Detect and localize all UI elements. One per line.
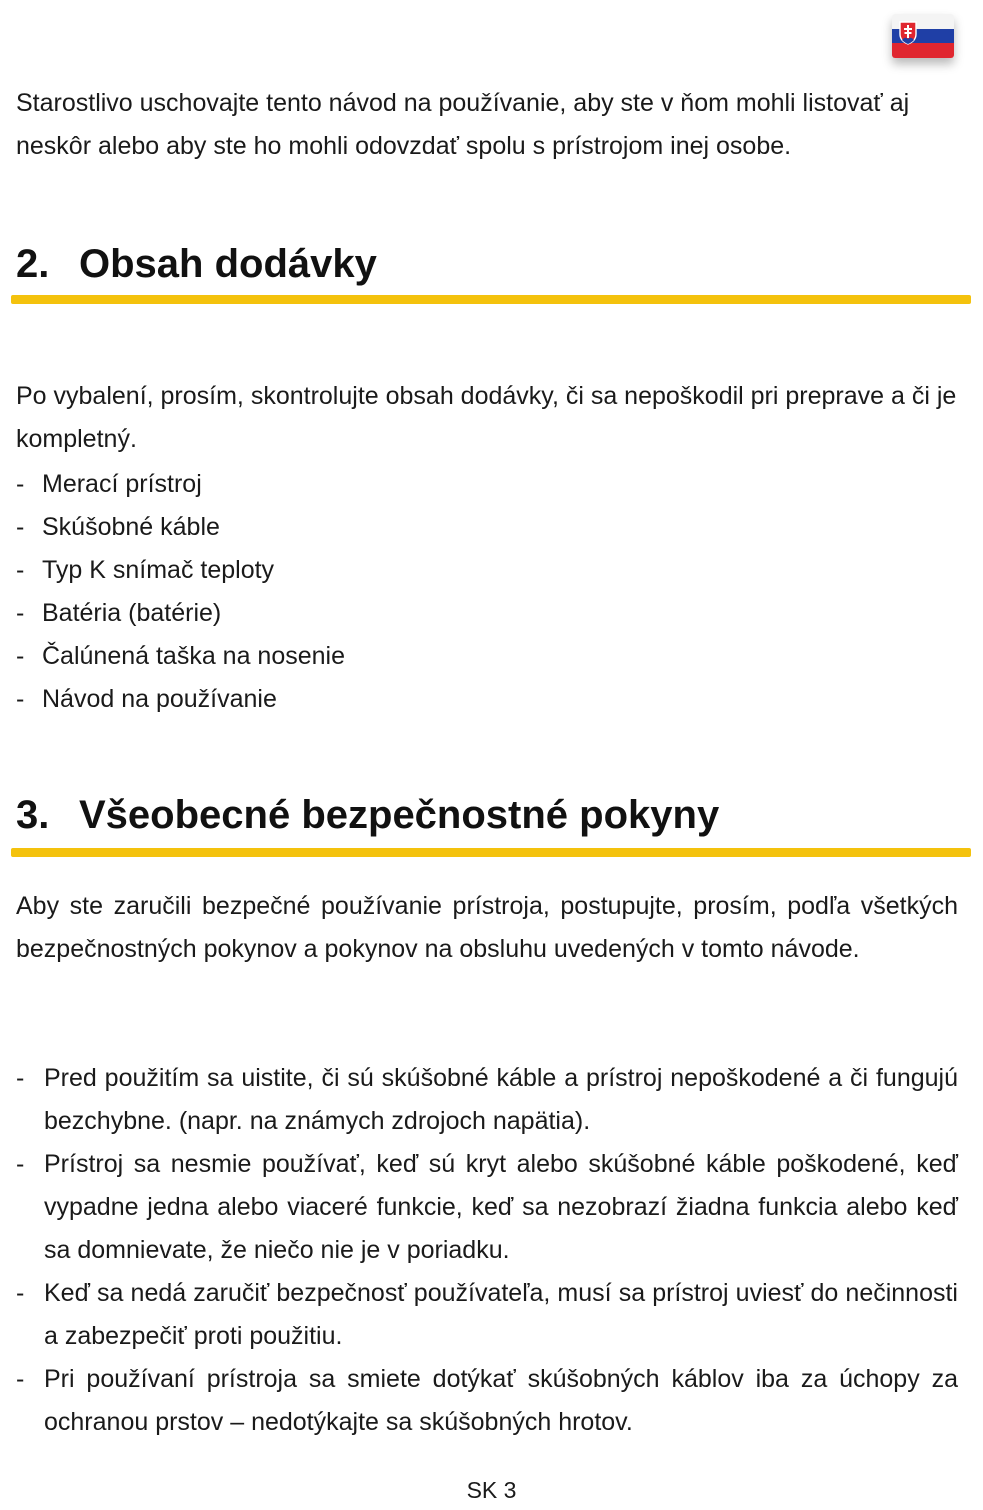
list-item: - Čalúnená taška na nosenie <box>16 642 346 670</box>
list-item: - Merací prístroj <box>16 470 202 498</box>
list-item: - Typ K snímač teploty <box>16 556 275 584</box>
section-3-title: Všeobecné bezpečnostné pokyny <box>79 793 720 837</box>
list-item: - Keď sa nedá zaručiť bezpečnosť používateľa, musí sa prístroj uviesť do nečinnosti a zabezpečiť proti použitiu. <box>16 1279 958 1350</box>
list-item: - Batéria (batérie) <box>16 599 222 627</box>
section-3-heading <box>16 789 719 841</box>
list-item: - Prístroj sa nesmie používať, keď sú kryt alebo skúšobné káble poškodené, keď vypadne jedna alebo viaceré funkcie, keď sa nezobrazí žiadna funkcia alebo keď sa domnievate, že niečo nie je v poriadku. <box>16 1150 958 1264</box>
section-3-intro: Aby ste zaručili bezpečné používanie prístroja, postupujte, prosím, podľa všetkých bezpečnostných pokynov a pokynov na obsluhu uvedených v tomto návode. <box>16 892 958 963</box>
section-3-number: 3. <box>16 793 50 837</box>
section-2-intro: Po vybalení, prosím, skontrolujte obsah dodávky, či sa nepoškodil pri preprave a či je kompletný. <box>16 382 957 453</box>
coat-of-arms-icon <box>899 21 917 45</box>
section-2-title: Obsah dodávky <box>79 242 377 286</box>
section-3-divider <box>11 848 971 857</box>
list-item: - Pred použitím sa uistite, či sú skúšobné káble a prístroj nepoškodené a či fungujú bezchybne. (napr. na známych zdrojoch napätia). <box>16 1064 958 1135</box>
section-2-number: 2. <box>16 242 50 286</box>
list-item: - Skúšobné káble <box>16 513 220 541</box>
slovakia-flag-icon <box>892 14 954 58</box>
list-item: - Pri používaní prístroja sa smiete dotýkať skúšobných káblov iba za úchopy za ochranou prstov – nedotýkajte sa skúšobných hrotov. <box>16 1365 958 1436</box>
delivery-contents-list <box>16 463 958 721</box>
intro-paragraph: Starostlivo uschovajte tento návod na používanie, aby ste v ňom mohli listovať aj neskôr alebo aby ste ho mohli odovzdať spolu s prístrojom inej osobe. <box>16 89 910 160</box>
section-2-divider <box>11 295 971 304</box>
page-number: SK 3 <box>466 1477 517 1503</box>
list-item: - Návod na používanie <box>16 685 277 713</box>
section-2-heading <box>16 238 377 290</box>
safety-instructions-list <box>16 1057 958 1444</box>
